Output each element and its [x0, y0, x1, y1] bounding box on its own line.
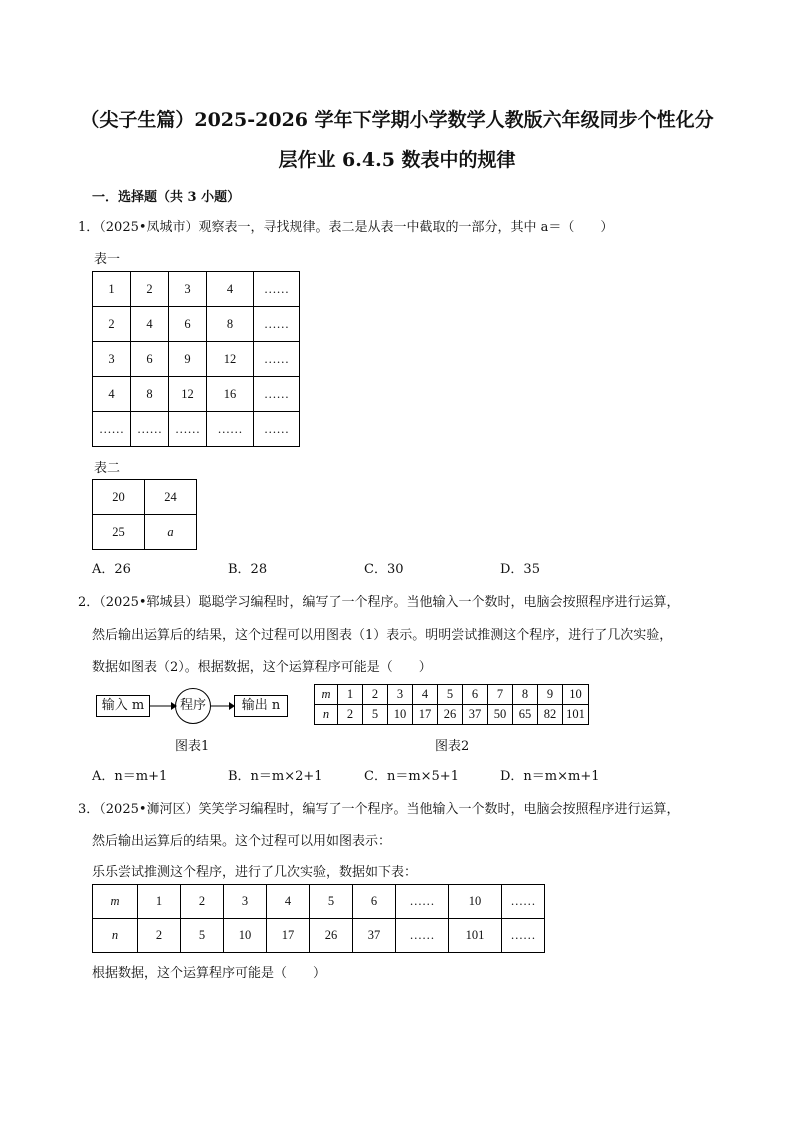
q3-table-cell: 6	[353, 885, 396, 919]
q1-t1-cell: 2	[131, 272, 169, 307]
q3-table-cell: 26	[310, 919, 353, 953]
q3-table-cell: 37	[353, 919, 396, 953]
doc-title-line2: 层作业 6.4.5 数表中的规律	[278, 149, 516, 171]
q2-table-cell: 8	[513, 685, 538, 705]
q1-t1-cell: 4	[207, 272, 254, 307]
q2-stem-line3: 数据如图表（2）。根据数据，这个运算程序可能是（ ）	[92, 660, 432, 675]
q1-t2-cell: 20	[93, 480, 145, 515]
q3-table-cell: 10	[449, 885, 502, 919]
q1-table2	[92, 479, 197, 550]
q2-table-cell: 2	[363, 685, 388, 705]
q2-table-cell: 9	[538, 685, 563, 705]
q2-stem-line1: 2．（2025•郓城县）聪聪学习编程时，编写了一个程序。当他输入一个数时，电脑会按照程序进行运算，	[78, 595, 680, 610]
flow-arrow-2	[211, 698, 235, 714]
q1-t2-cell: 24	[145, 480, 197, 515]
q3-stem-line3: 乐乐尝试推测这个程序，进行了几次实验，数据如下表：	[92, 865, 418, 880]
q1-table2-caption: 表二	[94, 461, 121, 476]
q1-t1-cell: 3	[169, 272, 207, 307]
q1-t1-cell: ……	[254, 342, 300, 377]
q3-table-cell: 5	[310, 885, 353, 919]
q1-t1-cell: 8	[131, 377, 169, 412]
q2-caption-1: 图表1	[175, 739, 210, 754]
q1-t1-cell: 3	[93, 342, 131, 377]
q1-t1-cell: 1	[93, 272, 131, 307]
q2-table-cell: 3	[388, 685, 413, 705]
q2-table-cell: 2	[338, 705, 363, 725]
q3-table-cell: 5	[181, 919, 224, 953]
q2-table	[314, 684, 589, 725]
q1-option-c[interactable]: C．30	[364, 562, 404, 577]
q2-table-cell: 5	[438, 685, 463, 705]
q1-t2-cell: 25	[93, 515, 145, 550]
flow-input-box: 输入 m	[96, 695, 150, 717]
doc-title-line1: （尖子生篇）2025-2026 学年下学期小学数学人教版六年级同步个性化分	[80, 109, 714, 131]
q2-option-a[interactable]: A．n＝m+1	[92, 769, 168, 784]
q3-stem-line2: 然后输出运算后的结果。这个过程可以用如图表示：	[92, 834, 392, 849]
q2-option-b[interactable]: B．n＝m×2+1	[228, 769, 323, 784]
q1-table1-caption: 表一	[94, 252, 121, 267]
q1-t1-cell: ……	[254, 412, 300, 447]
q1-t1-cell: 9	[169, 342, 207, 377]
q1-t1-cell: 16	[207, 377, 254, 412]
q3-stem-line1: 3．（2025•浉河区）笑笑学习编程时，编写了一个程序。当他输入一个数时，电脑会按照程序进行运算，	[78, 802, 680, 817]
q3-table-cell: 2	[181, 885, 224, 919]
q1-t1-cell: ……	[254, 307, 300, 342]
q3-table-cell: ……	[502, 919, 545, 953]
q2-table-cell: 1	[338, 685, 363, 705]
q2-table-cell: 17	[413, 705, 438, 725]
q1-stem: 1．（2025•凤城市）观察表一，寻找规律。表二是从表一中截取的一部分，其中 a＝（ ）	[78, 220, 614, 235]
q2-table-cell: 101	[563, 705, 589, 725]
q2-table-cell: n	[315, 705, 338, 725]
q3-table-cell: n	[93, 919, 138, 953]
q2-table-cell: 82	[538, 705, 563, 725]
q1-t1-cell: 6	[169, 307, 207, 342]
q2-caption-2: 图表2	[435, 739, 470, 754]
q3-table	[92, 884, 545, 953]
q3-stem-line4: 根据数据，这个运算程序可能是（ ）	[92, 966, 327, 981]
q2-table-cell: m	[315, 685, 338, 705]
q2-table-cell: 65	[513, 705, 538, 725]
q2-table-cell: 10	[563, 685, 589, 705]
q1-t1-cell: ……	[254, 272, 300, 307]
q2-table-cell: 10	[388, 705, 413, 725]
q3-table-cell: 101	[449, 919, 502, 953]
flow-arrow-1	[149, 698, 177, 714]
q2-table-cell: 5	[363, 705, 388, 725]
q2-table-cell: 37	[463, 705, 488, 725]
q3-table-cell: 2	[138, 919, 181, 953]
q3-table-cell: 17	[267, 919, 310, 953]
q3-table-cell: 3	[224, 885, 267, 919]
q1-t1-cell: ……	[254, 377, 300, 412]
q3-table-cell: ……	[396, 885, 449, 919]
q1-t1-cell: 12	[207, 342, 254, 377]
q2-table-cell: 4	[413, 685, 438, 705]
q3-table-cell: m	[93, 885, 138, 919]
q1-t1-cell: 2	[93, 307, 131, 342]
q1-t1-cell: ……	[207, 412, 254, 447]
q3-table-cell: ……	[396, 919, 449, 953]
q3-table-cell: 4	[267, 885, 310, 919]
q3-table-cell: 1	[138, 885, 181, 919]
q1-t1-cell: 4	[131, 307, 169, 342]
q1-t2-cell: a	[145, 515, 197, 550]
q2-stem-line2: 然后输出运算后的结果，这个过程可以用图表（1）表示。明明尝试推测这个程序，进行了几次实验，	[92, 628, 673, 643]
q1-t1-cell: ……	[93, 412, 131, 447]
q2-table-cell: 26	[438, 705, 463, 725]
q1-table1	[92, 271, 300, 447]
q2-table-cell: 7	[488, 685, 513, 705]
q1-t1-cell: 4	[93, 377, 131, 412]
q2-option-c[interactable]: C．n＝m×5+1	[364, 769, 459, 784]
q1-t1-cell: 6	[131, 342, 169, 377]
q2-option-d[interactable]: D．n＝m×m+1	[500, 769, 600, 784]
q1-t1-cell: 12	[169, 377, 207, 412]
q3-table-cell: ……	[502, 885, 545, 919]
q1-option-d[interactable]: D．35	[500, 562, 540, 577]
q2-table-cell: 50	[488, 705, 513, 725]
q1-option-b[interactable]: B．28	[228, 562, 268, 577]
q3-table-cell: 10	[224, 919, 267, 953]
q1-t1-cell: ……	[169, 412, 207, 447]
section-heading: 一．选择题（共 3 小题）	[92, 190, 241, 205]
flow-program-circle: 程序	[175, 688, 211, 724]
q1-option-a[interactable]: A．26	[92, 562, 131, 577]
flow-output-box: 输出 n	[234, 695, 288, 717]
q2-table-cell: 6	[463, 685, 488, 705]
q1-t1-cell: 8	[207, 307, 254, 342]
q1-t1-cell: ……	[131, 412, 169, 447]
